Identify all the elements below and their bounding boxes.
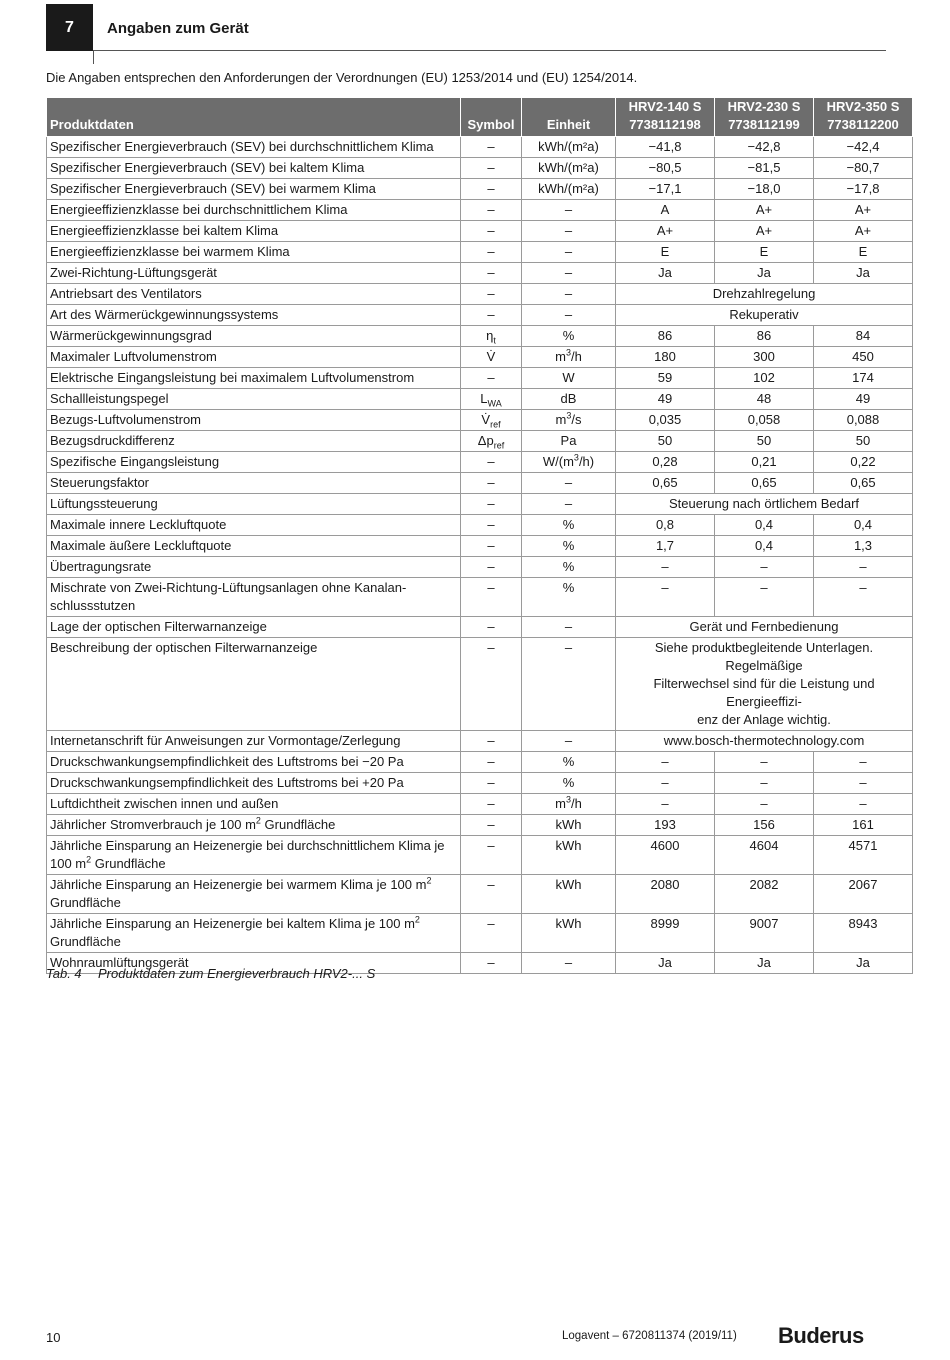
row-value-model-3: −17,8 <box>814 179 913 200</box>
row-value-model-3: 450 <box>814 347 913 368</box>
row-value-model-3: 8943 <box>814 914 913 953</box>
row-symbol <box>461 389 522 410</box>
row-value-model-2: A+ <box>715 200 814 221</box>
symbol-subscript: WA <box>487 398 502 409</box>
row-unit: W <box>522 368 616 389</box>
row-symbol: – <box>461 305 522 326</box>
row-unit: – <box>522 305 616 326</box>
row-unit: – <box>522 284 616 305</box>
label-text: Grundfläche <box>91 856 166 871</box>
value-line: enz der Anlage wichtig. <box>697 712 831 727</box>
label-text: Grundfläche <box>50 934 121 949</box>
row-value-model-2: 2082 <box>715 875 814 914</box>
header-symbol: Symbol <box>461 98 522 137</box>
intro-text: Die Angaben entsprechen den Anforderungen der Verordnungen (EU) 1253/2014 und (EU) 1254/2014. <box>46 70 638 85</box>
caption-number: Tab. 4 <box>46 966 82 981</box>
model-name: HRV2-230 S <box>727 99 801 114</box>
row-value-model-2: 4604 <box>715 836 814 875</box>
row-value-model-1: Ja <box>616 263 715 284</box>
value-line: Filterwechsel sind für die Leistung und Energieeffizi- <box>653 676 875 709</box>
row-value-model-1: – <box>616 578 715 617</box>
row-symbol: – <box>461 815 522 836</box>
table-row <box>47 410 913 431</box>
brand-logo: Buderus <box>778 1323 864 1348</box>
row-value-model-2: 0,058 <box>715 410 814 431</box>
row-unit: – <box>522 263 616 284</box>
table-row <box>47 557 913 578</box>
row-value-model-2: 156 <box>715 815 814 836</box>
unit-tail: /h <box>571 349 582 364</box>
row-unit: kWh <box>522 875 616 914</box>
table-row <box>47 836 913 875</box>
row-label: Wohnraumlüftungsgerät <box>47 953 461 974</box>
row-value-model-2: 0,21 <box>715 452 814 473</box>
row-unit: Pa <box>522 431 616 452</box>
row-unit: – <box>522 242 616 263</box>
row-symbol <box>461 347 522 368</box>
table-row <box>47 494 913 515</box>
row-value-model-2: – <box>715 578 814 617</box>
row-symbol: – <box>461 752 522 773</box>
symbol-base: η <box>486 328 494 343</box>
row-symbol: – <box>461 200 522 221</box>
table-row <box>47 179 913 200</box>
row-unit: – <box>522 494 616 515</box>
row-symbol: – <box>461 242 522 263</box>
row-symbol: – <box>461 557 522 578</box>
label-superscript: 2 <box>86 854 92 865</box>
row-label: Spezifischer Energieverbrauch (SEV) bei warmem Klima <box>47 179 461 200</box>
row-label <box>47 578 461 617</box>
row-value-model-1: 2080 <box>616 875 715 914</box>
row-value-model-1: – <box>616 794 715 815</box>
row-label: Zwei-Richtung-Lüftungsgerät <box>47 263 461 284</box>
table-row <box>47 473 913 494</box>
row-label: Beschreibung der optischen Filterwarnanzeige <box>47 638 461 731</box>
row-label: Elektrische Eingangsleistung bei maximalem Luftvolumenstrom <box>47 368 461 389</box>
row-value-model-2: 0,4 <box>715 515 814 536</box>
table-row <box>47 242 913 263</box>
row-value-model-2: Ja <box>715 953 814 974</box>
row-value-model-1: 1,7 <box>616 536 715 557</box>
symbol-base: V̇ <box>481 412 491 427</box>
table-body <box>47 137 913 974</box>
symbol-subscript: ref <box>493 440 505 451</box>
table-row <box>47 617 913 638</box>
row-value-merged: Gerät und Fernbedienung <box>616 617 913 638</box>
label-superscript: 2 <box>255 815 261 826</box>
row-value-model-2: 48 <box>715 389 814 410</box>
table-row <box>47 752 913 773</box>
row-value-model-2: −81,5 <box>715 158 814 179</box>
row-symbol: – <box>461 137 522 158</box>
row-symbol: – <box>461 473 522 494</box>
row-symbol: – <box>461 515 522 536</box>
unit-base: m <box>555 412 567 427</box>
row-value-model-1: 193 <box>616 815 715 836</box>
table-header-row <box>47 98 913 137</box>
chapter-title: Angaben zum Gerät <box>107 20 249 37</box>
row-value-model-2: 102 <box>715 368 814 389</box>
unit-superscript: 3 <box>566 410 572 421</box>
row-symbol: – <box>461 494 522 515</box>
row-symbol: – <box>461 794 522 815</box>
row-unit: kWh <box>522 836 616 875</box>
row-symbol: – <box>461 773 522 794</box>
row-unit: kWh/(m²a) <box>522 137 616 158</box>
row-value-merged <box>616 638 913 731</box>
symbol-base: Δp <box>477 433 494 448</box>
chapter-number: 7 <box>46 4 93 51</box>
row-label: Luftdichtheit zwischen innen und außen <box>47 794 461 815</box>
row-value-model-2: 86 <box>715 326 814 347</box>
row-value-model-3: 49 <box>814 389 913 410</box>
table-row <box>47 326 913 347</box>
row-value-model-1: 86 <box>616 326 715 347</box>
unit-tail: /s <box>571 412 582 427</box>
table-row <box>47 638 913 731</box>
row-value-model-1: 0,65 <box>616 473 715 494</box>
row-value-model-1: 50 <box>616 431 715 452</box>
row-symbol: – <box>461 731 522 752</box>
row-symbol: – <box>461 368 522 389</box>
row-label: Maximale innere Leckluftquote <box>47 515 461 536</box>
row-unit: – <box>522 221 616 242</box>
symbol-base: V̇ <box>486 349 496 364</box>
model-number: 7738112200 <box>827 117 899 132</box>
row-value-model-3: – <box>814 557 913 578</box>
row-label: Maximaler Luftvolumenstrom <box>47 347 461 368</box>
row-unit: dB <box>522 389 616 410</box>
row-value-model-2: E <box>715 242 814 263</box>
table-row <box>47 284 913 305</box>
table-row <box>47 794 913 815</box>
row-unit: – <box>522 638 616 731</box>
row-unit: – <box>522 200 616 221</box>
chapter-rule <box>93 50 886 51</box>
table-row <box>47 137 913 158</box>
row-symbol: – <box>461 914 522 953</box>
row-unit <box>522 452 616 473</box>
row-label: Lüftungssteuerung <box>47 494 461 515</box>
unit-base: m <box>555 796 566 811</box>
row-unit <box>522 794 616 815</box>
table-row <box>47 305 913 326</box>
header-model-1 <box>616 98 715 137</box>
table-row <box>47 221 913 242</box>
table-row <box>47 773 913 794</box>
table-row <box>47 452 913 473</box>
row-symbol: – <box>461 158 522 179</box>
row-label: Bezugs-Luftvolumenstrom <box>47 410 461 431</box>
row-value-model-1: −41,8 <box>616 137 715 158</box>
row-value-model-2: 9007 <box>715 914 814 953</box>
row-unit <box>522 347 616 368</box>
row-value-model-1: A+ <box>616 221 715 242</box>
row-value-model-2: −18,0 <box>715 179 814 200</box>
chapter-divider <box>93 50 94 64</box>
row-label: Antriebsart des Ventilators <box>47 284 461 305</box>
product-data-table <box>46 97 913 974</box>
row-unit: % <box>522 773 616 794</box>
model-number: 7738112198 <box>629 117 701 132</box>
row-label: Spezifischer Energieverbrauch (SEV) bei durchschnittlichem Klima <box>47 137 461 158</box>
row-symbol: – <box>461 221 522 242</box>
table-row <box>47 158 913 179</box>
row-unit: kWh <box>522 914 616 953</box>
label-text: Jährliche Einsparung an Heizenergie bei warmem Klima je 100 m <box>50 877 427 892</box>
row-value-model-1: 0,8 <box>616 515 715 536</box>
row-value-model-3: – <box>814 578 913 617</box>
row-value-model-2: 300 <box>715 347 814 368</box>
row-value-model-2: – <box>715 752 814 773</box>
row-value-model-2: 0,4 <box>715 536 814 557</box>
row-unit: – <box>522 731 616 752</box>
row-symbol: – <box>461 452 522 473</box>
row-value-model-1: – <box>616 557 715 578</box>
row-value-model-3: 84 <box>814 326 913 347</box>
row-value-model-1: 59 <box>616 368 715 389</box>
row-value-model-1: 180 <box>616 347 715 368</box>
caption-text: Produktdaten zum Energieverbrauch HRV2-... S <box>98 966 376 981</box>
row-label <box>47 875 461 914</box>
document-reference: Logavent – 6720811374 (2019/11) <box>562 1330 737 1342</box>
row-value-model-1: −17,1 <box>616 179 715 200</box>
row-value-model-3: 2067 <box>814 875 913 914</box>
table-caption <box>46 966 375 981</box>
unit-superscript: 3 <box>565 794 571 805</box>
row-value-model-3: −80,7 <box>814 158 913 179</box>
row-value-model-3: E <box>814 242 913 263</box>
row-unit: – <box>522 953 616 974</box>
row-value-model-3: A+ <box>814 200 913 221</box>
row-value-model-3: Ja <box>814 263 913 284</box>
row-value-model-3: −42,4 <box>814 137 913 158</box>
unit-superscript: 3 <box>565 347 571 358</box>
row-symbol: – <box>461 617 522 638</box>
row-value-model-3: – <box>814 752 913 773</box>
row-value-model-3: 161 <box>814 815 913 836</box>
unit-base: W/(m <box>542 454 574 469</box>
row-value-model-2: Ja <box>715 263 814 284</box>
row-value-model-1: – <box>616 773 715 794</box>
row-label: Spezifischer Energieverbrauch (SEV) bei kaltem Klima <box>47 158 461 179</box>
row-value-model-1: −80,5 <box>616 158 715 179</box>
label-line: Mischrate von Zwei-Richtung-Lüftungsanlagen ohne Kanalan- <box>50 580 407 595</box>
label-text: Jährliche Einsparung an Heizenergie bei kaltem Klima je 100 m <box>50 916 415 931</box>
row-label: Energieeffizienzklasse bei warmem Klima <box>47 242 461 263</box>
row-symbol: – <box>461 953 522 974</box>
row-value-model-1: Ja <box>616 953 715 974</box>
row-unit <box>522 410 616 431</box>
row-value-model-3: 0,4 <box>814 515 913 536</box>
row-value-merged: www.bosch-thermotechnology.com <box>616 731 913 752</box>
row-unit: kWh/(m²a) <box>522 158 616 179</box>
row-symbol: – <box>461 578 522 617</box>
symbol-subscript: t <box>493 335 496 346</box>
row-unit: % <box>522 515 616 536</box>
row-value-model-3: Ja <box>814 953 913 974</box>
row-value-model-3: – <box>814 794 913 815</box>
table-row <box>47 263 913 284</box>
page-number: 10 <box>46 1330 61 1345</box>
label-text: Grundfläche <box>260 817 336 832</box>
row-unit: kWh <box>522 815 616 836</box>
row-label: Energieeffizienzklasse bei kaltem Klima <box>47 221 461 242</box>
label-superscript: 2 <box>426 875 432 886</box>
row-unit: kWh/(m²a) <box>522 179 616 200</box>
row-label: Druckschwankungsempfindlichkeit des Luftstroms bei +20 Pa <box>47 773 461 794</box>
row-label: Wärmerückgewinnungsgrad <box>47 326 461 347</box>
model-name: HRV2-140 S <box>628 99 702 114</box>
row-label <box>47 836 461 875</box>
row-label: Energieeffizienzklasse bei durchschnittlichem Klima <box>47 200 461 221</box>
row-symbol: – <box>461 284 522 305</box>
row-value-model-3: A+ <box>814 221 913 242</box>
unit-superscript: 3 <box>573 452 579 463</box>
unit-base: m <box>555 349 566 364</box>
table-row <box>47 875 913 914</box>
row-label: Bezugsdruckdifferenz <box>47 431 461 452</box>
unit-tail: /h) <box>578 454 595 469</box>
row-value-model-3: – <box>814 773 913 794</box>
row-value-merged: Drehzahlregelung <box>616 284 913 305</box>
row-unit: % <box>522 326 616 347</box>
table-row <box>47 347 913 368</box>
row-value-model-3: 50 <box>814 431 913 452</box>
table-row <box>47 914 913 953</box>
row-symbol: – <box>461 638 522 731</box>
label-text: Jährliche Einsparung an Heizenergie bei durchschnittlichem Klima je 100 m <box>50 838 445 871</box>
symbol-subscript: ref <box>490 419 501 430</box>
table-row <box>47 200 913 221</box>
table-row <box>47 515 913 536</box>
row-value-model-1: 0,28 <box>616 452 715 473</box>
row-value-model-1: 49 <box>616 389 715 410</box>
header-unit: Einheit <box>522 98 616 137</box>
row-label: Internetanschrift für Anweisungen zur Vormontage/Zerlegung <box>47 731 461 752</box>
row-value-model-2: A+ <box>715 221 814 242</box>
row-value-model-1: – <box>616 752 715 773</box>
row-symbol: – <box>461 836 522 875</box>
header-model-3 <box>814 98 913 137</box>
row-symbol: – <box>461 536 522 557</box>
row-label: Lage der optischen Filterwarnanzeige <box>47 617 461 638</box>
row-label: Art des Wärmerückgewinnungssystems <box>47 305 461 326</box>
row-label: Spezifische Eingangsleistung <box>47 452 461 473</box>
row-value-model-2: 0,65 <box>715 473 814 494</box>
row-value-merged: Steuerung nach örtlichem Bedarf <box>616 494 913 515</box>
header-model-2 <box>715 98 814 137</box>
row-value-model-1: E <box>616 242 715 263</box>
row-label: Maximale äußere Leckluftquote <box>47 536 461 557</box>
row-symbol: – <box>461 263 522 284</box>
table-row <box>47 731 913 752</box>
row-value-merged: Rekuperativ <box>616 305 913 326</box>
table-row <box>47 815 913 836</box>
row-unit: % <box>522 536 616 557</box>
table-row <box>47 578 913 617</box>
row-symbol: – <box>461 875 522 914</box>
table-row <box>47 389 913 410</box>
row-value-model-3: 0,088 <box>814 410 913 431</box>
row-unit: % <box>522 557 616 578</box>
row-value-model-3: 0,65 <box>814 473 913 494</box>
row-unit: – <box>522 617 616 638</box>
row-value-model-3: 0,22 <box>814 452 913 473</box>
row-value-model-3: 4571 <box>814 836 913 875</box>
unit-tail: /h <box>571 796 582 811</box>
row-value-model-2: – <box>715 557 814 578</box>
row-value-model-3: 174 <box>814 368 913 389</box>
row-unit: – <box>522 473 616 494</box>
symbol-base: L <box>480 391 488 406</box>
table-row <box>47 536 913 557</box>
row-value-model-1: 8999 <box>616 914 715 953</box>
row-label <box>47 914 461 953</box>
table-row <box>47 368 913 389</box>
row-label: Übertragungsrate <box>47 557 461 578</box>
label-superscript: 2 <box>414 914 420 925</box>
row-value-model-1: 0,035 <box>616 410 715 431</box>
row-value-model-3: 1,3 <box>814 536 913 557</box>
row-label: Schallleistungspegel <box>47 389 461 410</box>
row-value-model-1: 4600 <box>616 836 715 875</box>
row-symbol <box>461 410 522 431</box>
value-line: Siehe produktbegleitende Unterlagen. Regelmäßige <box>654 640 874 673</box>
row-label: Steuerungsfaktor <box>47 473 461 494</box>
label-text: Grundfläche <box>50 895 121 910</box>
row-unit: % <box>522 752 616 773</box>
row-value-model-2: – <box>715 794 814 815</box>
label-text: Jährlicher Stromverbrauch je 100 m <box>50 817 256 832</box>
row-value-model-1: A <box>616 200 715 221</box>
row-symbol: – <box>461 179 522 200</box>
header-product: Produktdaten <box>47 98 461 137</box>
table-row <box>47 431 913 452</box>
row-symbol <box>461 431 522 452</box>
row-value-model-2: 50 <box>715 431 814 452</box>
row-unit: % <box>522 578 616 617</box>
model-number: 7738112199 <box>728 117 800 132</box>
row-symbol <box>461 326 522 347</box>
row-value-model-2: – <box>715 773 814 794</box>
row-label: Druckschwankungsempfindlichkeit des Luftstroms bei −20 Pa <box>47 752 461 773</box>
row-label <box>47 815 461 836</box>
label-line: schlussstutzen <box>50 598 136 613</box>
row-value-model-2: −42,8 <box>715 137 814 158</box>
model-name: HRV2-350 S <box>826 99 900 114</box>
